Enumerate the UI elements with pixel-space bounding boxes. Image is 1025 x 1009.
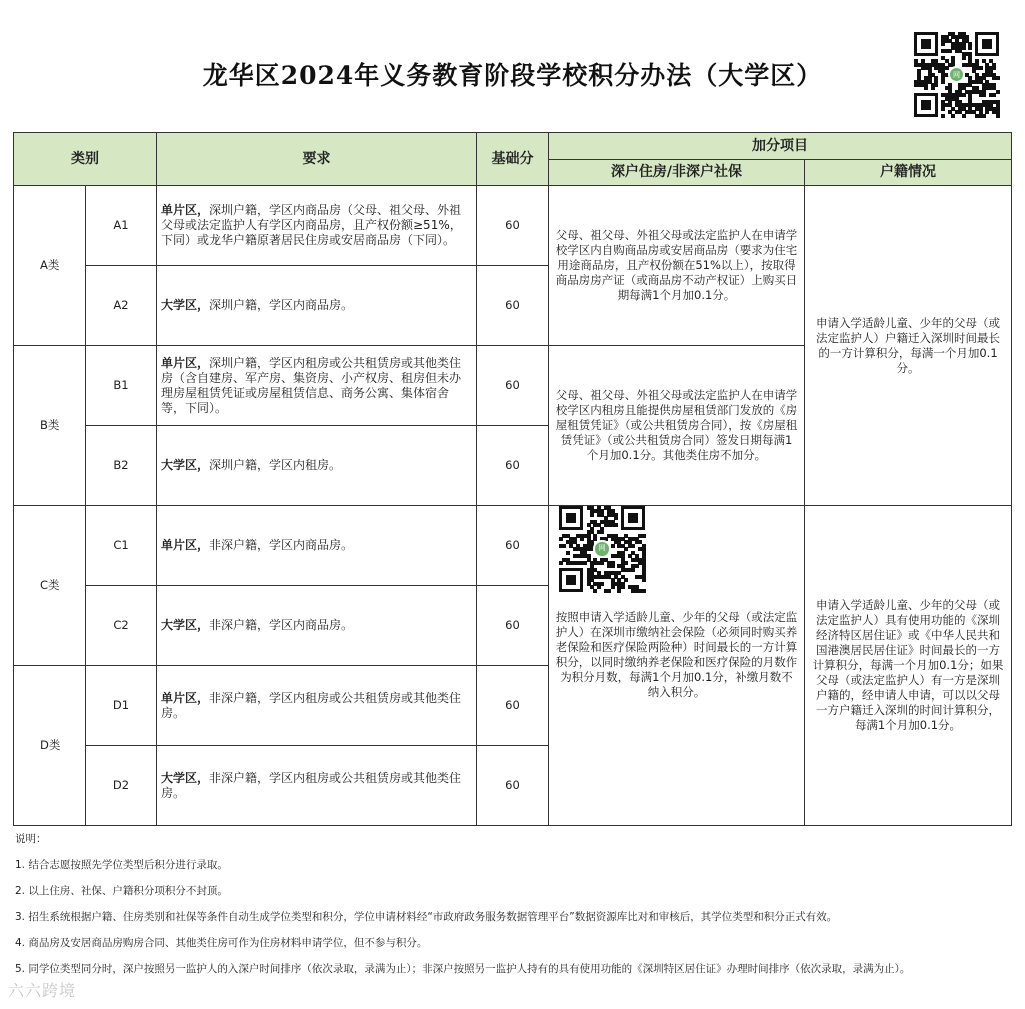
qr-module <box>611 564 615 568</box>
subcategory-code: D1 <box>86 666 157 746</box>
zone-type: 大学区， <box>161 618 210 632</box>
subcategory-code: A1 <box>86 186 157 266</box>
qr-module <box>597 585 601 589</box>
qr-module <box>996 90 1000 94</box>
note-item: 5. 同学位类型同分时，深户按照另一监护人的入深户时间排序（依次录取，录满为止）；非深户按照另一监护人持有的具有使用功能的《深圳特区居住证》办理时间排序（依次录取，录满为止）。 <box>15 963 911 975</box>
qr-finder-center <box>566 513 576 523</box>
base-score: 60 <box>477 586 549 666</box>
qr-module <box>593 589 597 593</box>
zone-type: 大学区， <box>161 770 210 785</box>
bonus-hukou-ab: 申请入学适龄儿童、少年的父母（或法定监护人）户籍迁入深圳时间最长的一方计算积分，每满一个月加0.1分。 <box>805 186 1012 506</box>
qr-module <box>614 516 618 520</box>
qr-module <box>951 114 955 118</box>
qr-module <box>624 578 628 582</box>
zone-type: 单片区， <box>161 203 210 217</box>
subcategory-code: C1 <box>86 506 157 586</box>
qr-module <box>600 582 604 586</box>
requirement-cell <box>157 666 477 746</box>
requirement-cell <box>157 266 477 346</box>
base-score: 60 <box>477 506 549 586</box>
note-item: 2. 以上住房、社保、户籍积分项积分不封顶。 <box>15 885 228 897</box>
requirement-cell <box>157 426 477 506</box>
base-score: 60 <box>477 186 549 266</box>
qr-finder-pattern <box>975 32 999 56</box>
qr-logo-icon: 网 <box>948 66 965 83</box>
category-label: B类 <box>14 346 86 506</box>
notes-heading: 说明： <box>15 833 47 845</box>
qr-module <box>624 561 628 565</box>
zone-type: 单片区， <box>161 538 210 552</box>
qr-module <box>941 114 945 118</box>
qr-finder-pattern <box>559 568 583 592</box>
bonus-hukou-cd: 申请入学适龄儿童、少年的父母（或法定监护人）具有使用功能的《深圳经济特区居住证》或《中华人民共和国港澳居民居住证》时间最长的一方计算积分，每满一个月加0.1分；如果父母（或法定监护人）有一方是深圳户籍的，经申请人申请，可以以父母一方户籍迁入深圳的时间计算积分，每满1个月加0.1分。 <box>805 506 1012 826</box>
qr-module <box>642 578 646 582</box>
qr-module <box>962 46 966 50</box>
qr-code-middle <box>559 506 645 592</box>
qr-module <box>607 589 611 593</box>
qr-module <box>559 561 563 565</box>
header-base-score: 基础分 <box>477 133 549 186</box>
qr-finder-center <box>982 39 992 49</box>
requirement-text: 非深户籍，学区内租房或公共租赁房或其他类住房。 <box>161 690 462 720</box>
qr-module <box>631 544 635 548</box>
qr-finder-pattern <box>914 32 938 56</box>
qr-logo-icon: 网 <box>593 540 610 557</box>
qr-module <box>600 561 604 565</box>
qr-module <box>962 56 966 60</box>
page-title: 龙华区2024年义务教育阶段学校积分办法（大学区） <box>202 61 823 90</box>
requirement-cell <box>157 346 477 426</box>
zone-type: 大学区， <box>161 458 210 472</box>
qr-finder-pattern <box>621 506 645 530</box>
header-housing: 深户住房/非深户社保 <box>549 160 805 186</box>
zone-type: 大学区， <box>161 298 210 312</box>
qr-module <box>559 537 563 541</box>
requirement-text: 深圳户籍，学区内租房。 <box>209 458 342 472</box>
qr-module <box>941 42 945 46</box>
requirement-text: 深圳户籍，学区内租房或公共租赁房或其他类住房（含自建房、军产房、集资房、小产权房、租房但未办理房屋租赁凭证或房屋租赁信息、商务公寓、集体宿舍等，下同）。 <box>161 355 462 415</box>
header-requirement: 要求 <box>157 133 477 186</box>
qr-module <box>580 537 584 541</box>
qr-finder-center <box>921 100 931 110</box>
qr-module <box>982 93 986 97</box>
subcategory-code: D2 <box>86 746 157 826</box>
qr-module <box>992 93 996 97</box>
qr-finder-pattern <box>559 506 583 530</box>
header-bonus: 加分项目 <box>549 133 1012 160</box>
qr-module <box>962 93 966 97</box>
qr-module <box>590 513 594 517</box>
qr-module <box>566 551 570 555</box>
base-score: 60 <box>477 426 549 506</box>
note-item: 3. 招生系统根据户籍、住房类别和社保等条件自动生成学位类型和积分，学位申请材料经“市政府政务服务数据管理平台”数据资源库比对和审核后，其学位类型和积分正式有效。 <box>15 911 838 923</box>
qr-module <box>945 66 949 70</box>
qr-finder-center <box>628 513 638 523</box>
qr-module <box>562 544 566 548</box>
note-item: 4. 商品房及安居商品房购房合同、其他类住房可作为住房材料申请学位，但不参与积分。 <box>15 937 428 949</box>
qr-module <box>624 547 628 551</box>
qr-module <box>968 46 972 50</box>
requirement-cell <box>157 186 477 266</box>
qr-module <box>642 589 646 593</box>
qr-module <box>635 564 639 568</box>
subcategory-code: B1 <box>86 346 157 426</box>
qr-module <box>631 568 635 572</box>
category-label: A类 <box>14 186 86 346</box>
bonus-housing-b-rented: 父母、祖父母、外祖父母或法定监护人在申请学校学区内租房且能提供房屋租赁部门发放的《房屋租赁凭证》（或公共租赁房合同），按《房屋租赁凭证》（或公共租赁房合同）签发日期每满1个月加0.1分。其他类住房不加分。 <box>549 346 805 506</box>
base-score: 60 <box>477 666 549 746</box>
qr-module <box>931 86 935 90</box>
subcategory-code: B2 <box>86 426 157 506</box>
qr-module <box>962 114 966 118</box>
requirement-text: 非深户籍，学区内商品房。 <box>209 618 354 632</box>
qr-module <box>614 523 618 527</box>
category-label: C类 <box>14 506 86 666</box>
header-hukou: 户籍情况 <box>805 160 1012 186</box>
requirement-cell <box>157 586 477 666</box>
qr-module <box>621 585 625 589</box>
qr-module <box>941 107 945 111</box>
qr-module <box>941 80 945 84</box>
points-table <box>13 132 1012 826</box>
watermark: 六六跨境 <box>8 981 77 1000</box>
zone-type: 单片区， <box>161 355 210 370</box>
qr-module <box>583 561 587 565</box>
bonus-social-insurance-cd <box>549 506 805 826</box>
subcategory-code: C2 <box>86 586 157 666</box>
qr-code-top <box>914 32 999 117</box>
requirement-cell <box>157 746 477 826</box>
qr-module <box>996 114 1000 118</box>
base-score: 60 <box>477 346 549 426</box>
base-score: 60 <box>477 266 549 346</box>
requirement-cell <box>157 506 477 586</box>
qr-module <box>611 544 615 548</box>
category-label: D类 <box>14 666 86 826</box>
qr-finder-center <box>566 575 576 585</box>
requirement-text: 深圳户籍，学区内商品房（父母、祖父母、外祖父母或法定监护人有学区内商品房，且产权份额≥51%，下同）或龙华户籍原著居民住房或安居商品房（下同）。 <box>161 203 462 247</box>
qr-finder-pattern <box>914 93 938 117</box>
subcategory-code: A2 <box>86 266 157 346</box>
bonus-housing-ab-owned: 父母、祖父母、外祖父母或法定监护人在申请学校学区内自购商品房或安居商品房（要求为住宅用途商品房，且产权份额在51%以上），按取得商品房房产证（或商品房不动产权证）上购买日期每满1个月加0.1分。 <box>549 186 805 346</box>
qr-module <box>979 66 983 70</box>
zone-type: 单片区， <box>161 690 210 705</box>
base-score: 60 <box>477 746 549 826</box>
requirement-text: 非深户籍，学区内商品房。 <box>209 538 354 552</box>
bonus-social-insurance-text: 按照申请入学适龄儿童、少年的父母（或法定监护人）在深圳市缴纳社会保险（必须同时购买养老保险和医疗保险两险种）时间最长的一方计算积分，以同时缴纳养老保险和医疗保险的月数作为积分月数，每满1个月加0.1分，补缴月数不纳入积分。 <box>555 610 798 699</box>
requirement-text: 非深户籍，学区内租房或公共租赁房或其他类住房。 <box>161 770 462 800</box>
qr-module <box>948 49 952 53</box>
qr-module <box>642 534 646 538</box>
note-item: 1. 结合志愿按照先学位类型后积分进行录取。 <box>15 859 228 871</box>
qr-module <box>982 114 986 118</box>
qr-module <box>924 86 928 90</box>
qr-module <box>617 589 621 593</box>
header-category: 类别 <box>14 133 157 186</box>
qr-module <box>611 585 615 589</box>
requirement-text: 深圳户籍，学区内商品房。 <box>209 298 354 312</box>
qr-module <box>600 530 604 534</box>
qr-module <box>996 76 1000 80</box>
qr-finder-center <box>921 39 931 49</box>
